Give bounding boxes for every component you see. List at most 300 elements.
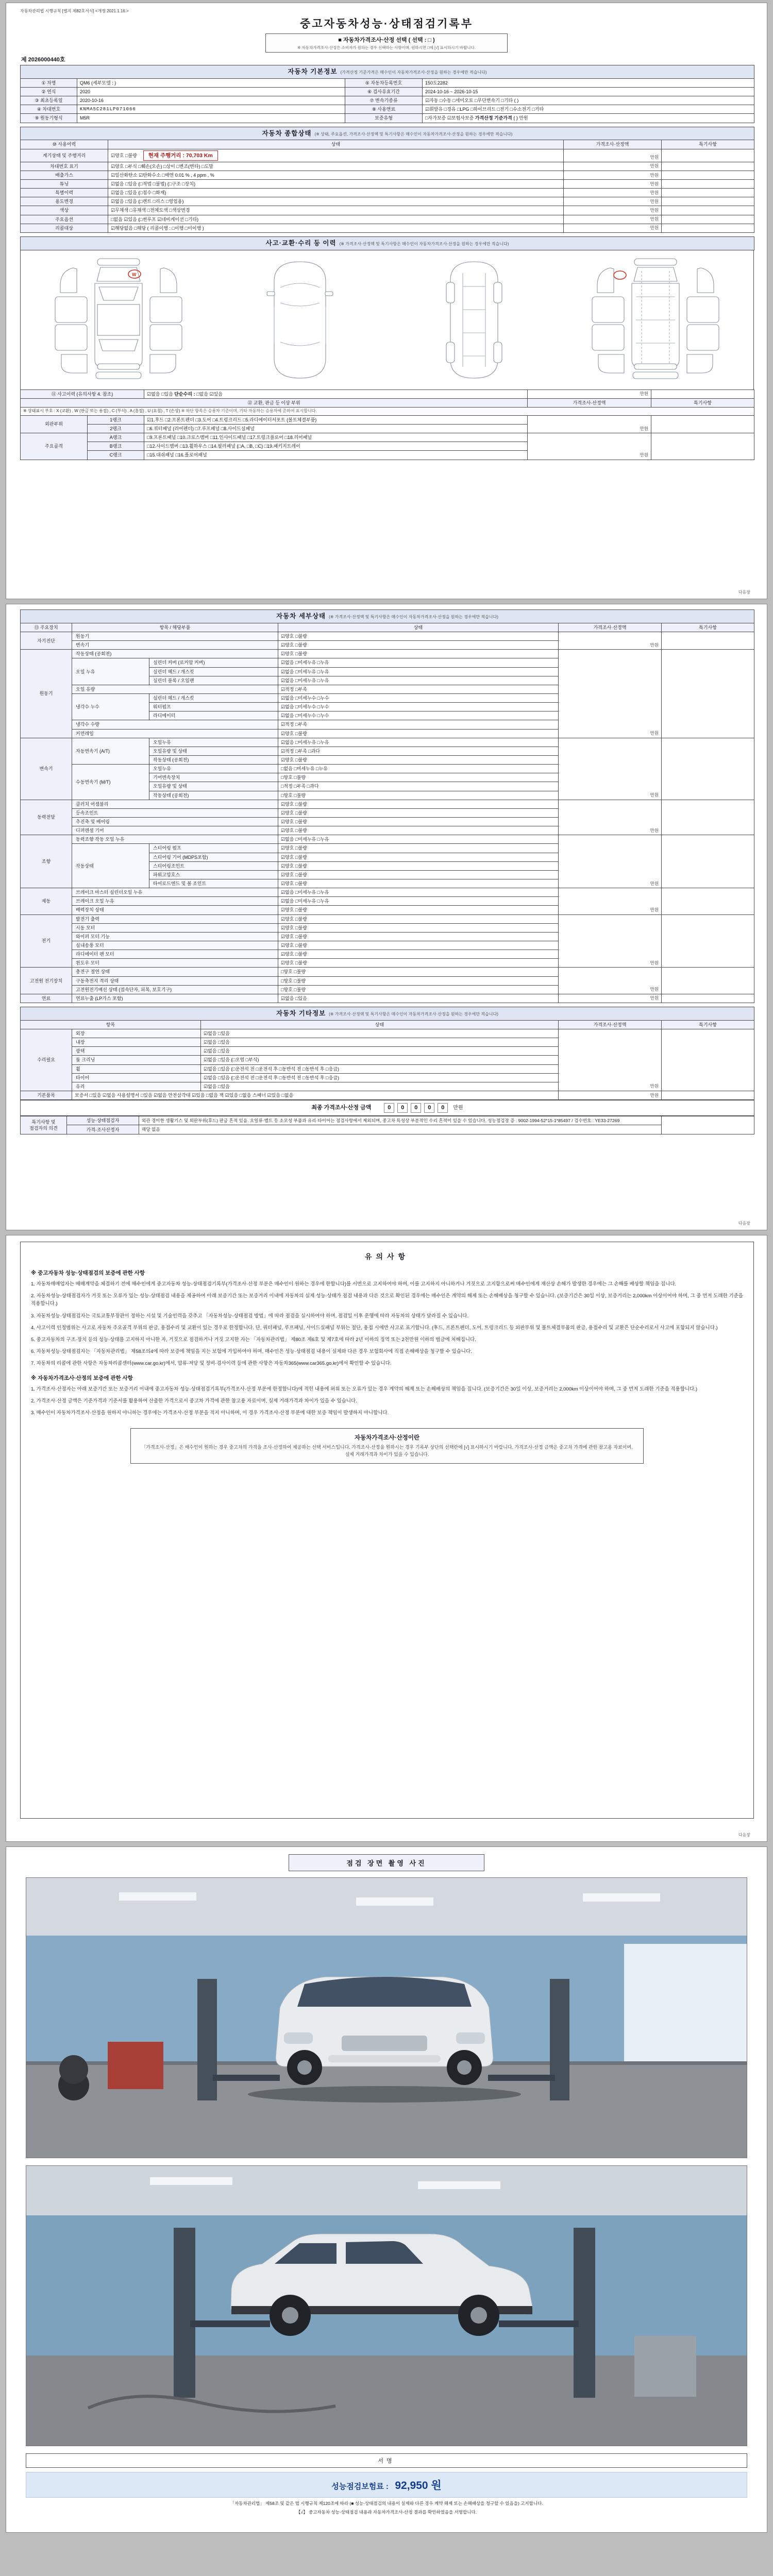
notice-paragraph: 1. 가격조사·산정자는 아래 보증기간 또는 보증거리 이내에 중고자동차 성능·상태점검기록부(가격조사·산정 부분에 한정합니다)에 적힌 내용에 허위 또는 오류가 있는 경우 계약의 해제 또는 손해배상의 책임을 집니다. (보증기간은 30일 이상, 보증거리는 2,000km 이상이어야 하며, 그 중 먼저 도래한 기준을 적용합니다.) bbox=[31, 1386, 698, 1392]
document-number: 제 2026000440호 bbox=[21, 57, 65, 63]
notice-section2-items bbox=[31, 1385, 743, 1417]
notice-box bbox=[20, 1242, 754, 1819]
price-cell: 만원 bbox=[559, 650, 662, 738]
notice-paragraph: 7. 자동차의 리콜에 관한 사항은 자동차리콜센터(www.car.go.kr)에서, 압류·저당 및 정비·검사이력 등에 관한 사항은 자동차365(www.car365.go.kr)에서 확인할 수 있습니다. bbox=[31, 1361, 392, 1367]
notice-paragraph: 1. 자동차매매업자는 매매계약을 체결하기 전에 매수인에게 중고자동차 성능·상태점검기록부(가격조사·산정 부분은 매수인이 원하는 경우에 한합니다)를 서면으로 고지하여야 하며, 이를 고지하지 아니하거나 거짓으로 고지함으로써 매수인에게 재산상 손해가 발생한 경우에는 그 손해를 배상할 책임을 집니다. bbox=[31, 1281, 677, 1287]
price-survey-info-box bbox=[130, 1428, 643, 1464]
checkbox-group[interactable]: ☑없음 □있음 (□오염 □부식) bbox=[201, 1056, 559, 1064]
checkbox-group[interactable]: ☑없음 □미세누수 □누수 bbox=[278, 694, 559, 703]
checkbox-group[interactable]: □없음 ☑있음 (□썬루프 ☑네비게이션 □기타) bbox=[108, 215, 564, 224]
cell: 고전원전기배선 상태 (접속단자, 피복, 보호기구) bbox=[72, 985, 278, 994]
page-3 bbox=[6, 1235, 767, 1842]
cell: 외장 bbox=[72, 1029, 201, 1038]
cell bbox=[651, 389, 754, 398]
price-cell: 만원 bbox=[528, 415, 651, 433]
checkbox-group[interactable]: ☑없음 □있음 bbox=[201, 1029, 559, 1038]
text: 최종 가격조사·산정 금액 bbox=[311, 1105, 372, 1111]
field-label: 특별이력 bbox=[21, 189, 108, 197]
price-survey-info-body: 「가격조사·산정」은 매수인이 원하는 경우 중고차의 가격을 조사·산정하여 제공하는 선택 서비스입니다. 가격조사·산정을 원하시는 경우 기록부 상단의 선택란에 [√] 표시하시기 바랍니다. 가격조사·산정 금액은 중고차 가격에 관한 참고용 자료이며, 실제 거래가격과 차이가 있을 수 있습니다. bbox=[141, 1445, 633, 1457]
comprehensive-state-table bbox=[20, 127, 753, 233]
field-label: ③ 최초등록일 bbox=[21, 96, 77, 105]
field-label: ⑪ 사고이력 (유의사항 4. 참조) bbox=[21, 389, 144, 398]
price-cell: 만원 bbox=[564, 189, 662, 197]
car-underbody-diagram bbox=[397, 256, 551, 384]
field-label: ⑤ 자동차등록번호 bbox=[345, 78, 423, 87]
checkbox-group[interactable]: ☑양호 □불량 bbox=[278, 906, 559, 914]
insurance-fee-bar bbox=[26, 2472, 747, 2498]
basic-items[interactable]: 보증서 □있음 ☑없음 사용설명서 □있음 ☑없음 안전삼각대 ☑있음 □없음 잭 ☑있음 □없음 스패너 ☑있음 □없음 bbox=[72, 1091, 559, 1099]
checkbox-group[interactable]: ☑없음 □미세누유 □누유 bbox=[278, 658, 559, 667]
text: (※ 가격조사·산정액 및 특기사항은 매수인이 자동차가격조사·산정을 원하는 경우에만 적습니다) bbox=[329, 615, 498, 619]
warranty-type[interactable] bbox=[423, 114, 754, 123]
cell bbox=[662, 224, 754, 232]
inspection-photo-2 bbox=[26, 2165, 747, 2446]
checkbox-group[interactable]: ☑적정 □부족 □과다 bbox=[278, 747, 559, 755]
text: □자가보증 ☑보험사보증 bbox=[425, 115, 474, 121]
text: 사고·교환·수리 등 이력 bbox=[265, 239, 337, 247]
field-label: 용도변경 bbox=[21, 197, 108, 206]
price-cell: 만원 bbox=[564, 224, 662, 232]
cell: 기어변속장치 bbox=[149, 773, 278, 782]
price-cell: 만원 bbox=[559, 888, 662, 914]
cell: 원동기 bbox=[72, 632, 278, 641]
cell: 구동축전지 격리 상태 bbox=[72, 976, 278, 985]
accident-history-table bbox=[20, 389, 753, 460]
checkbox-group[interactable]: ☑양호 □부식 □훼손(오손) □상이 □변조(변타) □도말 bbox=[108, 162, 564, 171]
checkbox-group[interactable]: ☑양호 □불량 bbox=[278, 755, 559, 764]
misc-info-header bbox=[21, 1007, 754, 1020]
insurance-fee-label: 성능점검보험료 : bbox=[331, 2482, 389, 2491]
photo-section-title: 점검 장면 촬영 사진 bbox=[289, 1854, 484, 1871]
cell: 스티어링 펌프 bbox=[149, 844, 278, 853]
checkbox-group[interactable]: ☑없음 □있음 bbox=[201, 1082, 559, 1091]
legal-line-2: 【√】 중고자동차 성능·상태점검 내용과 자동차가격조사·산정 결과를 확인하였음을 서명합니다. bbox=[296, 2510, 477, 2515]
cell: 추진축 및 베어링 bbox=[72, 817, 278, 826]
misc-info-table bbox=[20, 1007, 753, 1100]
field-label: 주요옵션 bbox=[21, 215, 108, 224]
checkbox-group[interactable]: ☑무채색 □유채색 □전체도색 □색상변경 bbox=[108, 206, 564, 215]
mileage-state[interactable] bbox=[108, 149, 564, 162]
cell bbox=[662, 888, 754, 914]
notice-section1-items bbox=[31, 1280, 743, 1368]
checkbox-group[interactable]: ☑양호 □불량 bbox=[278, 853, 559, 861]
field-label: 수리필요 bbox=[21, 1029, 72, 1091]
checkbox-group[interactable]: ☑양호 □불량 bbox=[278, 632, 559, 641]
field-label: ⑦ 변속기종류 bbox=[345, 96, 423, 105]
checkbox-group[interactable]: ☑없음 □미세누수 □누수 bbox=[278, 703, 559, 711]
price-cell: 만원 bbox=[559, 968, 662, 994]
field-label: ⑧ 사용연료 bbox=[345, 105, 423, 114]
notice-paragraph: 3. 매수인이 자동차가격조사·산정을 원하지 아니하는 경우에는 가격조사·산정 부분을 적지 아니하며, 이 경우 가격조사·산정 부분에 대한 보증 책임이 발생하지 아니합니다. bbox=[31, 1410, 389, 1416]
field-label: 성능·상태점검자 bbox=[67, 1116, 139, 1125]
cell: 스티어링조인트 bbox=[149, 861, 278, 870]
checkbox-group[interactable]: ☑양호 □불량 bbox=[278, 941, 559, 950]
price-cell: 만원 bbox=[564, 162, 662, 171]
checkbox-group[interactable]: ☑없음 □있음 (□적법 □불법) (□구조 □장치) bbox=[108, 180, 564, 189]
cell: 오일누유 bbox=[149, 738, 278, 747]
price-survey-select-box bbox=[265, 33, 508, 53]
field-label: B랭크 bbox=[88, 442, 144, 451]
cell: 파워고압호스 bbox=[149, 870, 278, 879]
field-label: 항목 / 해당부품 bbox=[72, 623, 278, 632]
price-digit: 0 bbox=[384, 1103, 394, 1113]
price-cell: 만원 bbox=[528, 389, 651, 398]
cell: 윈도우 모터 bbox=[72, 959, 278, 968]
cell: 오일누유 bbox=[149, 765, 278, 773]
field-label: C랭크 bbox=[88, 451, 144, 460]
checkbox-group[interactable]: ☑없음 □있음 (□렌트 □리스 □영업용) bbox=[108, 197, 564, 206]
field-label: 원동기 bbox=[21, 650, 72, 738]
field-label: 1랭크 bbox=[88, 415, 144, 424]
checkbox-group[interactable]: ☑양호 □불량 bbox=[278, 923, 559, 932]
first-registration-date: 2020-10-16 bbox=[77, 96, 345, 105]
page-title: 중고자동차성능·상태점검기록부 bbox=[300, 18, 473, 30]
cell: 스티어링 기어 (MDPS포함) bbox=[149, 853, 278, 861]
cell bbox=[662, 171, 754, 179]
text: ※ 상태표시 부호 : X (교환) , W (판금 또는 용접) , C (부식) , A (흠집) , U (요철) , T (손상) bbox=[23, 409, 180, 414]
text: 단순수리 : bbox=[173, 391, 197, 397]
cell: 광택 bbox=[72, 1047, 201, 1056]
checkbox-group[interactable]: ☑양호 □불량 bbox=[278, 959, 559, 968]
accident-history-header bbox=[21, 236, 754, 250]
cell: 수동변속기 (M/T) bbox=[72, 765, 149, 800]
cell bbox=[662, 189, 754, 197]
cell: 실린더 커버 (로커암 커버) bbox=[149, 658, 278, 667]
checkbox-group[interactable]: ☑양호 □불량 bbox=[278, 861, 559, 870]
panel-rank1[interactable]: ☑1.후드 □2.프론트펜더 □3.도어 □4.트렁크리드 □5.라디에이터서포트 (볼트체결부품) bbox=[144, 415, 528, 424]
price-survey-select-note: ※ 자동차가격조사·산정은 소비자가 원하는 경우 선택하는 사항이며, 원하시면 □에 [√] 표시하시기 바랍니다. bbox=[297, 45, 476, 50]
price-cell: 만원 bbox=[564, 149, 662, 162]
vehicle-name: QM6 (세부모델 : ) bbox=[77, 78, 345, 87]
cell: 오일 누유 bbox=[72, 658, 149, 685]
checkbox-group[interactable]: ☑없음 □있음 (□침수 □화재) bbox=[108, 189, 564, 197]
cell: 냉각수 누수 bbox=[72, 694, 149, 720]
vin: KNMA5C281LP071066 bbox=[77, 105, 345, 114]
checkbox-group[interactable]: ☑양호 □불량 bbox=[278, 800, 559, 808]
checkbox-group[interactable]: □양호 □불량 bbox=[278, 968, 559, 976]
final-price-table bbox=[20, 1100, 753, 1116]
cell: 발전기 출력 bbox=[72, 914, 278, 923]
car-top-diagram bbox=[223, 256, 377, 384]
text: ☑없음 □있음 bbox=[147, 391, 173, 397]
field-label: 상태 bbox=[278, 623, 559, 632]
notice-paragraph: 3. 자동차성능·상태점검자는 국토교통부장관이 정하는 시설 및 기술인력을 갖추고 「자동차성능·상태점검 방법」에 따라 점검을 실시하여야 하며, 점검일 이후 운행에 따라 자동차의 상태가 달라질 수 있습니다. bbox=[31, 1313, 469, 1319]
text: (※ 가격조사·산정액 및 특기사항은 매수인이 자동차가격조사·산정을 원하는 경우에만 적습니다) bbox=[329, 1011, 498, 1016]
cell: 유리 bbox=[72, 1082, 201, 1091]
cell bbox=[662, 650, 754, 738]
text: ☑양호 □불량 bbox=[111, 152, 137, 158]
field-label: 계기상태 및 주행거리 bbox=[21, 149, 108, 162]
price-cell: 만원 bbox=[564, 171, 662, 179]
checkbox-group[interactable]: ☑해당없음 □해당 ( 리콜이행 : □이행 □미이행 ) bbox=[108, 224, 564, 232]
frame-rankC[interactable]: □15.대쉬패널 □16.플로어패널 bbox=[144, 451, 528, 460]
cell bbox=[662, 968, 754, 994]
checkbox-group[interactable]: ☑없음 □미세누유 □누유 bbox=[278, 835, 559, 844]
checkbox-group[interactable]: □없음 □미세누유 □누유 bbox=[278, 765, 559, 773]
checkbox-group[interactable]: ☑양호 □불량 bbox=[278, 870, 559, 879]
transmission-type[interactable]: ☑자동 □수동 □세미오토 □무단변속기 □기타 ( ) bbox=[423, 96, 754, 105]
status-code-legend bbox=[21, 408, 754, 416]
cell bbox=[651, 415, 754, 433]
checkbox-group[interactable]: □양호 □불량 bbox=[278, 791, 559, 800]
text: ( ) 만원 bbox=[512, 115, 528, 121]
cell: 시동 모터 bbox=[72, 923, 278, 932]
cell: 브레이크 오일 누유 bbox=[72, 897, 278, 906]
emission-values[interactable]: ☑일산화탄소 ☑탄화수소 □매연 0.01 % , 4 ppm , % bbox=[108, 171, 564, 179]
price-survey-info-title: 자동차가격조사·산정이란 bbox=[354, 1435, 420, 1442]
engine-type: M5R bbox=[77, 114, 345, 123]
cell: 타이어 bbox=[72, 1073, 201, 1082]
field-label: 특기사항 bbox=[662, 623, 754, 632]
cell bbox=[662, 1116, 754, 1134]
checkbox-group[interactable]: □양호 □불량 bbox=[278, 985, 559, 994]
checkbox-group[interactable]: ☑없음 □있음 (□운전석 전 □운전석 후 □동반석 전 □동반석 후 □응급) bbox=[201, 1064, 559, 1073]
checkbox-group[interactable]: ☑없음 □있음 bbox=[278, 994, 559, 1003]
car-frame-diagram bbox=[570, 256, 741, 384]
basic-info-table bbox=[20, 65, 753, 123]
cell bbox=[662, 215, 754, 224]
cell: 작동상태 (공회전) bbox=[149, 791, 278, 800]
checkbox-group[interactable]: ☑없음 □미세누유 □누유 bbox=[278, 676, 559, 685]
price-cell: 만원 bbox=[559, 994, 662, 1003]
next-page-label: 다음장 bbox=[738, 1833, 750, 1837]
checkbox-group[interactable]: ☑없음 □미세누유 □누유 bbox=[278, 888, 559, 897]
checkbox-group[interactable]: ☑없음 □미세누유 □누유 bbox=[278, 897, 559, 906]
appraiser-opinion: 해당 없음 bbox=[139, 1125, 662, 1134]
next-page-label: 다음장 bbox=[738, 590, 750, 595]
price-survey-select-option[interactable]: ■ 자동차가격조사·산정 선택 ( 선택 : □ ) bbox=[338, 37, 435, 43]
signature-bar[interactable]: 서명 bbox=[26, 2453, 747, 2468]
frame-rankB[interactable]: □12.사이드멤버 □13.휠하우스 □14.필러패널 (□A, □B, □C) □19.패키지트레이 bbox=[144, 442, 528, 451]
cell: 오일유량 및 상태 bbox=[149, 782, 278, 791]
checkbox-group[interactable]: □양호 □불량 bbox=[278, 773, 559, 782]
checkbox-group[interactable]: ☑없음 □미세누수 □누수 bbox=[278, 711, 559, 720]
checkbox-group[interactable]: ☑양호 □불량 bbox=[278, 844, 559, 853]
form-reference: 자동차관리법 시행규칙 [별지 제82호서식] <개정 2021.1.16.> bbox=[20, 9, 129, 13]
registration-number: 150도2282 bbox=[423, 78, 754, 87]
cell: 룸 크리닝 bbox=[72, 1056, 201, 1064]
checkbox-group[interactable]: ☑양호 □불량 bbox=[278, 950, 559, 959]
field-label: 특기사항 bbox=[651, 398, 754, 407]
field-label: ④ 차대번호 bbox=[21, 105, 77, 114]
text: (가격산정 기준가격은 매수인이 자동차가격조사·산정을 원하는 경우에만 적습니다) bbox=[340, 70, 487, 75]
text: 자동차 기본정보 bbox=[288, 68, 338, 75]
field-label: 전기 bbox=[21, 914, 72, 968]
cell: 디퍼렌셜 기어 bbox=[72, 826, 278, 835]
field-label: ⑥ 검사유효기간 bbox=[345, 88, 423, 96]
checkbox-group[interactable]: ☑양호 □불량 bbox=[278, 641, 559, 650]
checkbox-group[interactable]: ☑없음 □있음 (□운전석 전 □운전석 후 □동반석 전 □동반석 후 □응급) bbox=[201, 1073, 559, 1082]
checkbox-group[interactable]: ☑없음 □미세누유 □누유 bbox=[278, 667, 559, 676]
inspection-validity: 2024-10-16 ~ 2026-10-15 bbox=[423, 88, 754, 96]
notice-paragraph: 4. 사고이력 인정범위는 사고로 자동차 주요골격 부위의 판금, 용접수리 및 교환이 있는 경우로 한정합니다. 단, 쿼터패널, 루프패널, 사이드실패널 부위는 절단, 용접 시에만 사고로 표기합니다. (후드, 프론트펜더, 도어, 트렁크리드 등 외판부위 및 볼트체결부품의 판금, 용접수리 및 교환은 단순수리로서 사고에 포함되지 않습니다.) bbox=[31, 1325, 718, 1331]
text: 자동차 세부상태 bbox=[276, 613, 326, 620]
comprehensive-header bbox=[21, 127, 754, 140]
field-label: ⑬ 주요장치 bbox=[21, 623, 72, 632]
price-cell: 만원 bbox=[559, 1091, 662, 1099]
inspector-opinion: 외관 경미한 생활기스 및 외판부위(후드) 판금 흔적 있음. 오일류·벨트 등 소모성 부품과 유리·타이어는 점검사항에서 제외되며, 중고차 특성상 부분적인 수리 흔적이 있을 수 있습니다. 성능점검장 증 : 9002-1994-52*15-1*85497 / 검수번호 : YE33-27269 bbox=[139, 1116, 662, 1125]
cell bbox=[662, 914, 754, 968]
price-cell: 만원 bbox=[559, 914, 662, 968]
notice-paragraph: 6. 자동차성능·상태점검자는 「자동차관리법」 제58조의4에 따라 보증에 책임을 지는 보험에 가입하여야 하며, 매수인은 성능·상태점검 내용이 실제와 다른 경우 보험회사에 직접 손해배상을 청구할 수 있습니다. bbox=[31, 1349, 472, 1355]
field-label: 보증유형 bbox=[345, 114, 423, 123]
cell bbox=[662, 162, 754, 171]
price-digit: 0 bbox=[397, 1103, 408, 1113]
field-label: 항목 bbox=[21, 1020, 201, 1029]
checkbox-group[interactable]: ☑양호 □불량 bbox=[278, 817, 559, 826]
field-label: 변속기 bbox=[21, 738, 72, 800]
field-label: 연료 bbox=[21, 994, 72, 1003]
cell: 변속기 bbox=[72, 641, 278, 650]
checkbox-group[interactable]: ☑양호 □불량 bbox=[278, 914, 559, 923]
checkbox-group[interactable]: ☑없음 □미세누유 □누유 bbox=[278, 738, 559, 747]
field-label: 차대번호 표기 bbox=[21, 162, 108, 171]
page-1 bbox=[6, 3, 767, 599]
field-label: 특기사항 bbox=[662, 1020, 754, 1029]
text: 자동차 기타정보 bbox=[276, 1009, 326, 1017]
text: 만원 bbox=[453, 1105, 463, 1111]
panel-rank2[interactable]: □6.쿼터패널 (리어펜더) □7.루프패널 □8.사이드실패널 bbox=[144, 424, 528, 433]
price-digit: 0 bbox=[438, 1103, 448, 1113]
workshop-front-photo bbox=[26, 1878, 747, 2158]
cell: 등속조인트 bbox=[72, 808, 278, 817]
cell: 라디에이터 bbox=[149, 711, 278, 720]
inspection-photo-1 bbox=[26, 1877, 747, 2158]
cell bbox=[662, 1029, 754, 1091]
field-label: 특기사항 및 점검자의 의견 bbox=[21, 1116, 67, 1134]
cell: 자동변속기 (A/T) bbox=[72, 738, 149, 764]
page-4 bbox=[6, 1846, 767, 2533]
field-label: 가격조사·산정액 bbox=[559, 1020, 662, 1029]
current-mileage: 현재 주행거리 : 70,703 Km bbox=[143, 150, 218, 161]
field-label: 가격조사·산정액 bbox=[564, 140, 662, 149]
cell: 클러치 어셈블리 bbox=[72, 800, 278, 808]
svg-text:W: W bbox=[131, 272, 137, 277]
notice-section2-title: ※ 자동차가격조사·산정의 보증에 관한 사항 bbox=[31, 1375, 133, 1381]
cell: 실린더 블록 / 오일팬 bbox=[149, 676, 278, 685]
checkbox-group[interactable]: ☑없음 □있음 bbox=[201, 1038, 559, 1047]
car-exterior-diagram bbox=[33, 256, 204, 384]
checkbox-group[interactable]: ☑양호 □불량 bbox=[278, 808, 559, 817]
cell: 휠 bbox=[72, 1064, 201, 1073]
cell: 충전구 절연 상태 bbox=[72, 968, 278, 976]
checkbox-group[interactable]: ☑적정 □부족 bbox=[278, 720, 559, 729]
cell: 타이로드엔드 및 볼 조인트 bbox=[149, 879, 278, 888]
field-label: 가격조사·산정액 bbox=[528, 398, 651, 407]
detail-state-header bbox=[21, 610, 754, 623]
price-cell: 만원 bbox=[559, 632, 662, 650]
text: 가격산정 기준가격 bbox=[474, 115, 512, 121]
accident-history-state[interactable] bbox=[144, 389, 528, 398]
cell: 냉각수 수량 bbox=[72, 720, 278, 729]
checkbox-group[interactable]: ☑양호 □불량 bbox=[278, 729, 559, 738]
field-label: ① 차명 bbox=[21, 78, 77, 87]
field-label: 2랭크 bbox=[88, 424, 144, 433]
checkbox-group[interactable]: ☑적정 □부족 bbox=[278, 685, 559, 693]
cell: 작동상태 (공회전) bbox=[149, 755, 278, 764]
price-cell: 만원 bbox=[559, 1029, 662, 1091]
cell: 커먼레일 bbox=[72, 729, 278, 738]
cell: 배력장치 상태 bbox=[72, 906, 278, 914]
price-cell: 만원 bbox=[559, 800, 662, 835]
checkbox-group[interactable]: ☑양호 □불량 bbox=[278, 879, 559, 888]
text: ※ 하단 항목은 승용차 기준이며, 기타 자동차는 승용차에 준하여 표시합니다. bbox=[180, 409, 317, 414]
cell: 워터펌프 bbox=[149, 703, 278, 711]
cell: 실린더 헤드 / 개스킷 bbox=[149, 694, 278, 703]
field-label: 고전원 전기장치 bbox=[21, 968, 72, 994]
next-page-label: 다음장 bbox=[738, 1221, 750, 1226]
checkbox-group[interactable]: ☑양호 □불량 bbox=[278, 826, 559, 835]
insurance-fee-amount: 92,950 원 bbox=[395, 2480, 442, 2492]
price-digit: 0 bbox=[424, 1103, 434, 1113]
basic-info-header bbox=[21, 65, 754, 79]
repair-mark-front-fender bbox=[614, 271, 626, 279]
notice-section1-title: ※ 중고자동차 성능·상태점검의 보증에 관한 사항 bbox=[31, 1270, 145, 1276]
cell: 실린더 헤드 / 개스킷 bbox=[149, 667, 278, 676]
cell: 실내송풍 모터 bbox=[72, 941, 278, 950]
cell bbox=[651, 433, 754, 460]
price-cell: 만원 bbox=[564, 180, 662, 189]
fuel-type[interactable]: ☑휘발유 □경유 □LPG □하이브리드 □전기 □수소전기 □기타 bbox=[423, 105, 754, 114]
field-label: ⑨ 원동기형식 bbox=[21, 114, 77, 123]
price-cell: 만원 bbox=[559, 835, 662, 888]
inspector-opinion-table bbox=[20, 1116, 753, 1134]
text: (※ 가격조사·산정액 및 특기사항은 매수인이 자동차가격조사·산정을 원하는 경우에만 적습니다) bbox=[339, 241, 509, 246]
cell: 라디에이터 팬 모터 bbox=[72, 950, 278, 959]
text: (※ 상태, 주요옵션, 가격조사·산정액 및 특기사항은 매수인이 자동차가격조사·산정을 원하는 경우에만 적습니다) bbox=[314, 131, 513, 137]
workshop-lift-photo bbox=[26, 2166, 747, 2446]
checkbox-group[interactable]: □양호 □불량 bbox=[278, 976, 559, 985]
price-cell: 만원 bbox=[528, 433, 651, 460]
cell bbox=[662, 206, 754, 215]
cell: 와이퍼 모터 기능 bbox=[72, 932, 278, 941]
cell bbox=[662, 738, 754, 800]
cell bbox=[662, 1091, 754, 1099]
field-label: 가격·조사산정자 bbox=[67, 1125, 139, 1134]
notice-title: 유의사항 bbox=[364, 1252, 410, 1261]
page-2 bbox=[6, 604, 767, 1230]
field-label: ⑩ 사용이력 bbox=[21, 140, 108, 149]
car-diagrams bbox=[20, 250, 754, 389]
notice-paragraph: 5. 중고자동차의 구조·장치 등의 성능·상태를 고지하지 아니한 자, 거짓으로 점검하거나 거짓 고지한 자는 「자동차관리법」 제80조 제6호 및 제7호에 따라 2년 이하의 징역 또는 2천만원 이하의 벌금에 처해집니다. bbox=[31, 1336, 476, 1343]
text: □없음 ☑있음 bbox=[196, 391, 223, 397]
final-price-row bbox=[21, 1100, 754, 1116]
frame-rankA[interactable]: □9.프론트패널 □10.크로스멤버 □11.인사이드패널 □17.트렁크플로어 □18.리어패널 bbox=[144, 433, 528, 442]
text: 자동차 종합상태 bbox=[262, 129, 312, 137]
exchange-repair-header: ⑫ 교환, 판금 등 이상 부위 bbox=[21, 398, 528, 407]
cell: 작동상태 (공회전) bbox=[72, 650, 278, 658]
field-label: A랭크 bbox=[88, 433, 144, 442]
checkbox-group[interactable]: □적정 □부족 □과다 bbox=[278, 782, 559, 791]
cell: 오일 유량 bbox=[72, 685, 278, 693]
cell: 내장 bbox=[72, 1038, 201, 1047]
field-label: 기본품목 bbox=[21, 1091, 72, 1099]
cell bbox=[662, 180, 754, 189]
field-label: 상태 bbox=[108, 140, 564, 149]
checkbox-group[interactable]: ☑양호 □불량 bbox=[278, 650, 559, 658]
accident-section-header bbox=[20, 236, 753, 250]
checkbox-group[interactable]: ☑양호 □불량 bbox=[278, 932, 559, 941]
field-label: 조향 bbox=[21, 835, 72, 888]
field-label: ② 연식 bbox=[21, 88, 77, 96]
checkbox-group[interactable]: ☑없음 □있음 bbox=[201, 1047, 559, 1056]
cell: 동력조향 작동 오일 누유 bbox=[72, 835, 278, 844]
price-cell: 만원 bbox=[559, 738, 662, 800]
cell: 연료누출 (LP가스 포함) bbox=[72, 994, 278, 1003]
price-cell: 만원 bbox=[564, 206, 662, 215]
price-cell: 만원 bbox=[564, 215, 662, 224]
model-year: 2020 bbox=[77, 88, 345, 96]
